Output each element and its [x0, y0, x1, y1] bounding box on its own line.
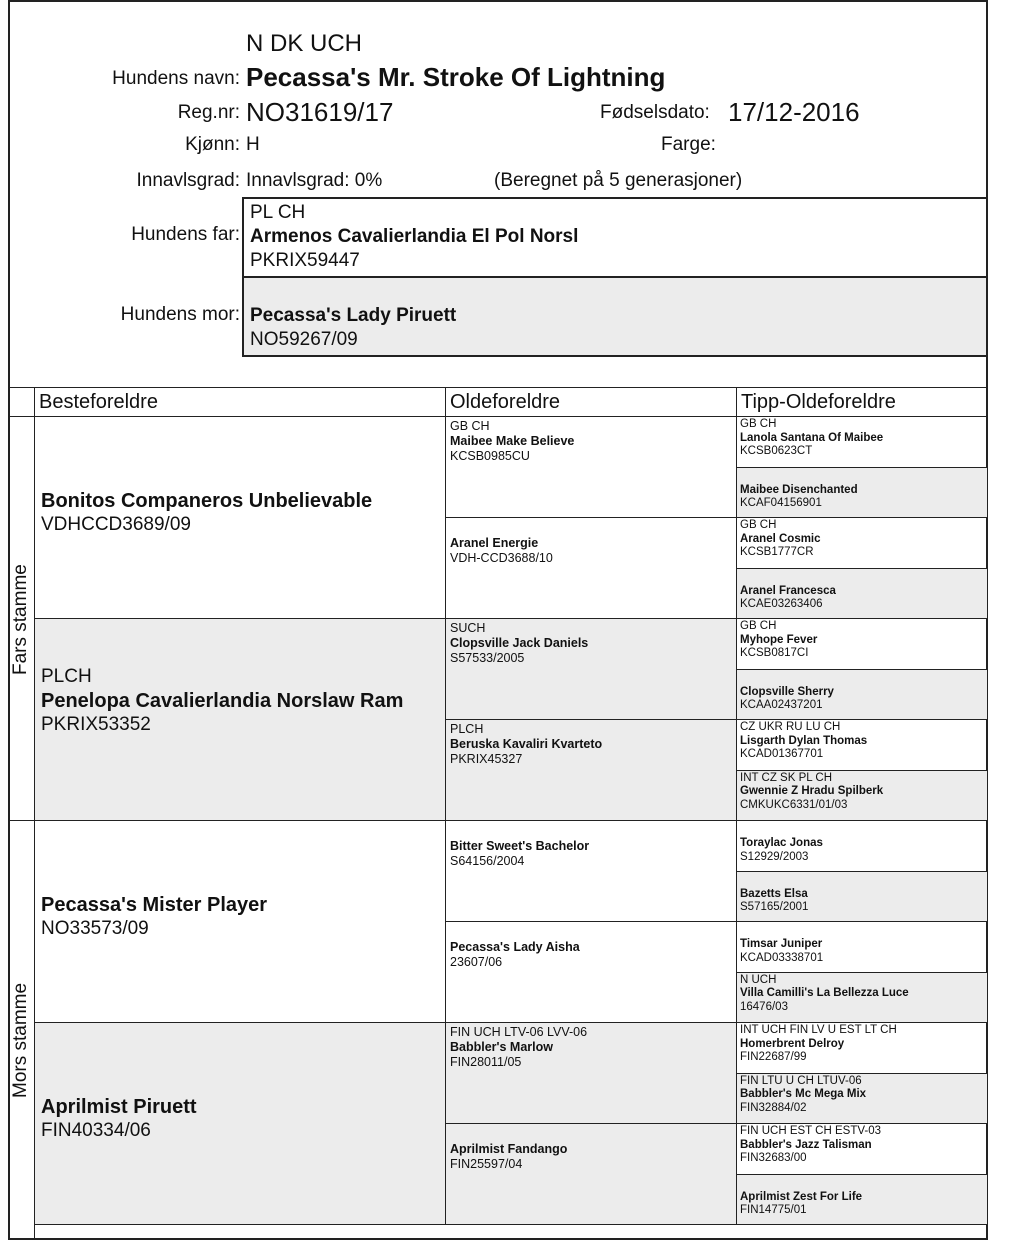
great-great-grandparent-name: Villa Camilli's La Bellezza Luce: [740, 987, 909, 999]
great-great-grandparent-reg: FIN14775/01: [740, 1204, 807, 1216]
great-grandparent-title: GB CH: [450, 419, 490, 433]
great-great-grandparent-name: Lanola Santana Of Maibee: [740, 431, 884, 444]
great-great-grandparent-reg: 16476/03: [740, 1000, 788, 1013]
great-grandparent-cell: [445, 517, 737, 619]
great-grandparent-reg: PKRIX45327: [450, 752, 523, 766]
inbreed-note: (Beregnet på 5 generasjoner): [494, 170, 743, 191]
great-great-grandparent-title: GB CH: [740, 519, 777, 531]
great-great-grandparent-cell: [736, 820, 988, 872]
col-empty: [8, 387, 35, 417]
great-great-grandparent-name: Bazetts Elsa: [740, 887, 808, 900]
inbreed-label: Innavlsgrad:: [136, 170, 240, 191]
dog-reg: NO31619/17: [246, 97, 394, 127]
great-grandparent-reg: FIN28011/05: [450, 1055, 522, 1069]
grandparent-reg: PKRIX53352: [41, 714, 151, 735]
grandparent-cell: [34, 416, 446, 619]
great-grandparent-name: Beruska Kavaliri Kvarteto: [450, 737, 603, 751]
great-grandparent-name: Babbler's Marlow: [450, 1040, 553, 1054]
col-grandparents: Besteforeldre: [34, 387, 446, 417]
great-great-grandparent-name: Myhope Fever: [740, 633, 818, 646]
great-grandparent-name: Pecassa's Lady Aisha: [450, 940, 580, 954]
dog-dob: 17/12-2016: [728, 97, 860, 127]
dog-sex: H: [246, 134, 260, 155]
reg-label: Reg.nr:: [177, 102, 240, 123]
sire-box: [242, 197, 988, 278]
great-great-grandparent-name: Clopsville Sherry: [740, 685, 834, 698]
great-great-grandparent-name: Timsar Juniper: [740, 938, 823, 950]
great-great-grandparent-name: Lisgarth Dylan Thomas: [740, 734, 868, 747]
great-great-grandparent-name: Aranel Cosmic: [740, 532, 821, 545]
great-great-grandparent-reg: KCAA02437201: [740, 699, 823, 711]
sire-label: Hundens far:: [131, 224, 240, 245]
great-great-grandparent-cell: [736, 719, 988, 771]
grandparent-reg: FIN40334/06: [41, 1120, 151, 1141]
great-great-grandparent-cell: [736, 416, 988, 468]
great-great-grandparent-cell: [736, 568, 988, 620]
great-great-grandparent-name: Maibee Disenchanted: [740, 483, 858, 496]
great-great-grandparent-cell: [736, 517, 988, 569]
dog-title-prefix: N DK UCH: [246, 30, 363, 57]
great-grandparent-name: Bitter Sweet's Bachelor: [450, 839, 590, 853]
side-label-dam: Mors stamme: [10, 982, 31, 1098]
grandparent-name: Pecassa's Mister Player: [41, 894, 268, 916]
great-great-grandparent-reg: KCAF04156901: [740, 497, 822, 509]
great-grandparent-reg: VDH-CCD3688/10: [450, 551, 553, 565]
col-great-great-grandparents: Tipp-Oldeforeldre: [736, 387, 988, 417]
color-label: Farge:: [661, 134, 716, 155]
great-grandparent-reg: 23607/06: [450, 955, 503, 969]
great-great-grandparent-name: Gwennie Z Hradu Spilberk: [740, 785, 884, 797]
grandparent-cell: [34, 820, 446, 1023]
great-great-grandparent-cell: [736, 618, 988, 670]
sire-title: PL CH: [250, 202, 306, 223]
great-great-grandparent-reg: KCAD01367701: [740, 748, 824, 760]
great-great-grandparent-title: GB CH: [740, 620, 777, 632]
great-great-grandparent-reg: FIN22687/99: [740, 1051, 807, 1063]
grandparent-name: Penelopa Cavalierlandia Norslaw Ram: [41, 690, 404, 712]
grandparent-reg: VDHCCD3689/09: [41, 514, 191, 535]
great-grandparent-name: Clopsville Jack Daniels: [450, 636, 589, 650]
great-great-grandparent-cell: [736, 669, 988, 721]
great-great-grandparent-name: Aranel Francesca: [740, 584, 836, 597]
dam-title: [250, 280, 980, 304]
great-grandparent-name: Aranel Energie: [450, 536, 539, 550]
dam-reg: NO59267/09: [250, 329, 358, 350]
grandparent-reg: NO33573/09: [41, 918, 149, 939]
great-great-grandparent-name: Homerbrent Delroy: [740, 1037, 845, 1050]
great-great-grandparent-reg: FIN32683/00: [740, 1152, 807, 1164]
great-great-grandparent-reg: S57165/2001: [740, 901, 809, 913]
great-great-grandparent-reg: KCSB1777CR: [740, 546, 814, 558]
col-great-grandparents: Oldeforeldre: [445, 387, 737, 417]
great-grandparent-reg: FIN25597/04: [450, 1157, 523, 1171]
great-grandparent-cell: [445, 719, 737, 821]
great-great-grandparent-title: FIN LTU U CH LTUV-06: [740, 1074, 862, 1087]
great-great-grandparent-cell: [736, 1123, 988, 1175]
dob-label: Fødselsdato:: [600, 102, 710, 123]
great-great-grandparent-cell: [736, 921, 988, 973]
great-great-grandparent-reg: KCAE03263406: [740, 598, 823, 610]
great-great-grandparent-reg: CMKUKC6331/01/03: [740, 798, 848, 811]
sire-name: Armenos Cavalierlandia El Pol Norsl: [250, 226, 579, 247]
great-great-grandparent-cell: [736, 871, 988, 923]
great-great-grandparent-name: Babbler's Mc Mega Mix: [740, 1088, 867, 1100]
great-great-grandparent-title: INT CZ SK PL CH: [740, 771, 833, 784]
great-great-grandparent-name: Toraylac Jonas: [740, 837, 823, 849]
great-great-grandparent-reg: KCAD03338701: [740, 951, 824, 964]
great-great-grandparent-title: CZ UKR RU LU CH: [740, 721, 841, 733]
side-label-sire: Fars stamme: [10, 564, 31, 676]
great-grandparent-reg: S64156/2004: [450, 854, 525, 868]
great-great-grandparent-cell: [736, 770, 988, 822]
great-grandparent-cell: [445, 1022, 737, 1124]
great-great-grandparent-reg: FIN32884/02: [740, 1101, 807, 1114]
great-grandparent-title: SUCH: [450, 621, 486, 635]
great-grandparent-cell: [445, 921, 737, 1023]
great-great-grandparent-reg: S12929/2003: [740, 850, 809, 863]
great-grandparent-cell: [445, 1123, 737, 1225]
sire-reg: PKRIX59447: [250, 250, 360, 271]
great-great-grandparent-cell: [736, 1022, 988, 1074]
great-grandparent-cell: [445, 416, 737, 518]
great-grandparent-name: Maibee Make Believe: [450, 434, 575, 448]
inbreed-value: Innavlsgrad: 0%: [246, 170, 383, 191]
great-great-grandparent-title: INT UCH FIN LV U EST LT CH: [740, 1024, 897, 1036]
great-great-grandparent-cell: [736, 467, 988, 519]
great-great-grandparent-title: GB CH: [740, 418, 777, 430]
grandparent-name: Bonitos Companeros Unbelievable: [41, 490, 373, 512]
dog-name: Pecassa's Mr. Stroke Of Lightning: [246, 62, 666, 92]
great-great-grandparent-cell: [736, 972, 988, 1024]
great-grandparent-cell: [445, 618, 737, 720]
great-great-grandparent-cell: [736, 1174, 988, 1226]
great-grandparent-reg: KCSB0985CU: [450, 449, 530, 463]
great-grandparent-title: PLCH: [450, 722, 484, 736]
great-grandparent-cell: [445, 820, 737, 922]
grandparent-title: PLCH: [41, 666, 92, 687]
great-great-grandparent-title: FIN UCH EST CH ESTV-03: [740, 1125, 882, 1137]
dam-box: [242, 276, 988, 357]
great-great-grandparent-name: Aprilmist Zest For Life: [740, 1190, 863, 1203]
sex-label: Kjønn:: [185, 134, 240, 155]
great-grandparent-name: Aprilmist Fandango: [450, 1142, 568, 1156]
dam-label: Hundens mor:: [120, 304, 240, 325]
great-grandparent-reg: S57533/2005: [450, 651, 525, 665]
great-great-grandparent-title: N UCH: [740, 973, 777, 986]
great-great-grandparent-name: Babbler's Jazz Talisman: [740, 1138, 872, 1151]
great-great-grandparent-cell: [736, 1073, 988, 1125]
grandparent-name: Aprilmist Piruett: [41, 1096, 197, 1118]
dam-name: Pecassa's Lady Piruett: [250, 305, 457, 326]
great-great-grandparent-reg: KCSB0623CT: [740, 445, 813, 457]
grandparent-cell: [34, 1022, 446, 1225]
name-label: Hundens navn:: [112, 68, 240, 89]
great-great-grandparent-reg: KCSB0817CI: [740, 647, 809, 659]
great-grandparent-title: FIN UCH LTV-06 LVV-06: [450, 1025, 588, 1039]
grandparent-cell: [34, 618, 446, 821]
